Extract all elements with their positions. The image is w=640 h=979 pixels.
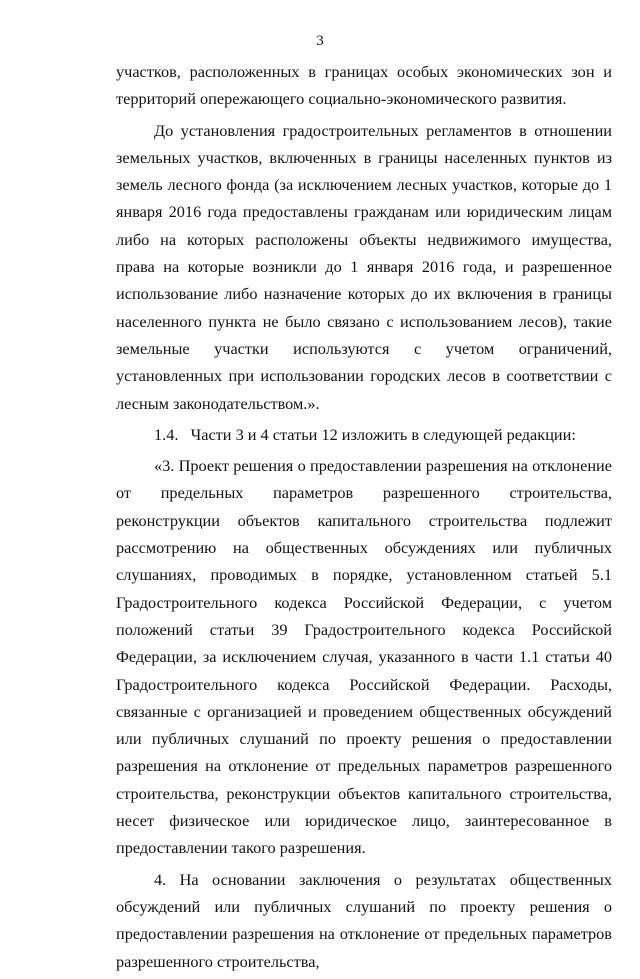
paragraph-regulations: До установления градостроительных регламентов в отношении земельных участков, включенных в границы населенных пунктов из земель лесного фонда (за исключением лесных участков, которые до 1 января 2016 года предоставлены гражданам или юридическим лицам либо на которых расположены объекты недвижимого имущества, права на которые возникли до 1 января 2016 года, и разрешенное использование либо назначение которых до их включения в границы населенного пункта не было связано с использованием лесов), такие земельные участки используются с учетом ограничений, установленных при использовании городских лесов в соответствии с лесным законодательством.». [116,120,612,413]
paragraph-item-1-4: 1.4. Части 3 и 4 статьи 12 изложить в следующей редакции: [154,424,576,444]
paragraph-part-3: «3. Проект решения о предоставлении разрешения на отклонение от предельных параметров разрешенного строительства, реконструкции объектов капитального строительства подлежит рассмотрению на общественных обсуждениях или публичных слушаниях, проводимых в порядке, установленном статьей 5.1 Градостроительного кодекса Российской Федерации, с учетом положений статьи 39 Градостроительного кодекса Российской Федерации, за исключением случая, указанного в части 1.1 статьи 40 Градостроительного кодекса Российской Федерации. Расходы, связанные с организацией и проведением общественных обсуждений или публичных слушаний по проекту решения о предоставлении разрешения на отклонение от предельных параметров разрешенного строительства, реконструкции объектов капитального строительства, несет физическое или юридическое лицо, заинтересованное в предоставлении такого разрешения. [116,456,612,858]
document-body [116,58,612,979]
paragraph-continuation: участков, расположенных в границах особых экономических зон и территорий опережающего социально-экономического развития. [116,62,612,109]
page-number: 3 [316,33,324,49]
paragraph-part-4: 4. На основании заключения о результатах общественных обсуждений или публичных слушаний по проекту решения о предоставлении разрешения на отклонение от предельных параметров разрешенного строительства, [116,869,612,971]
